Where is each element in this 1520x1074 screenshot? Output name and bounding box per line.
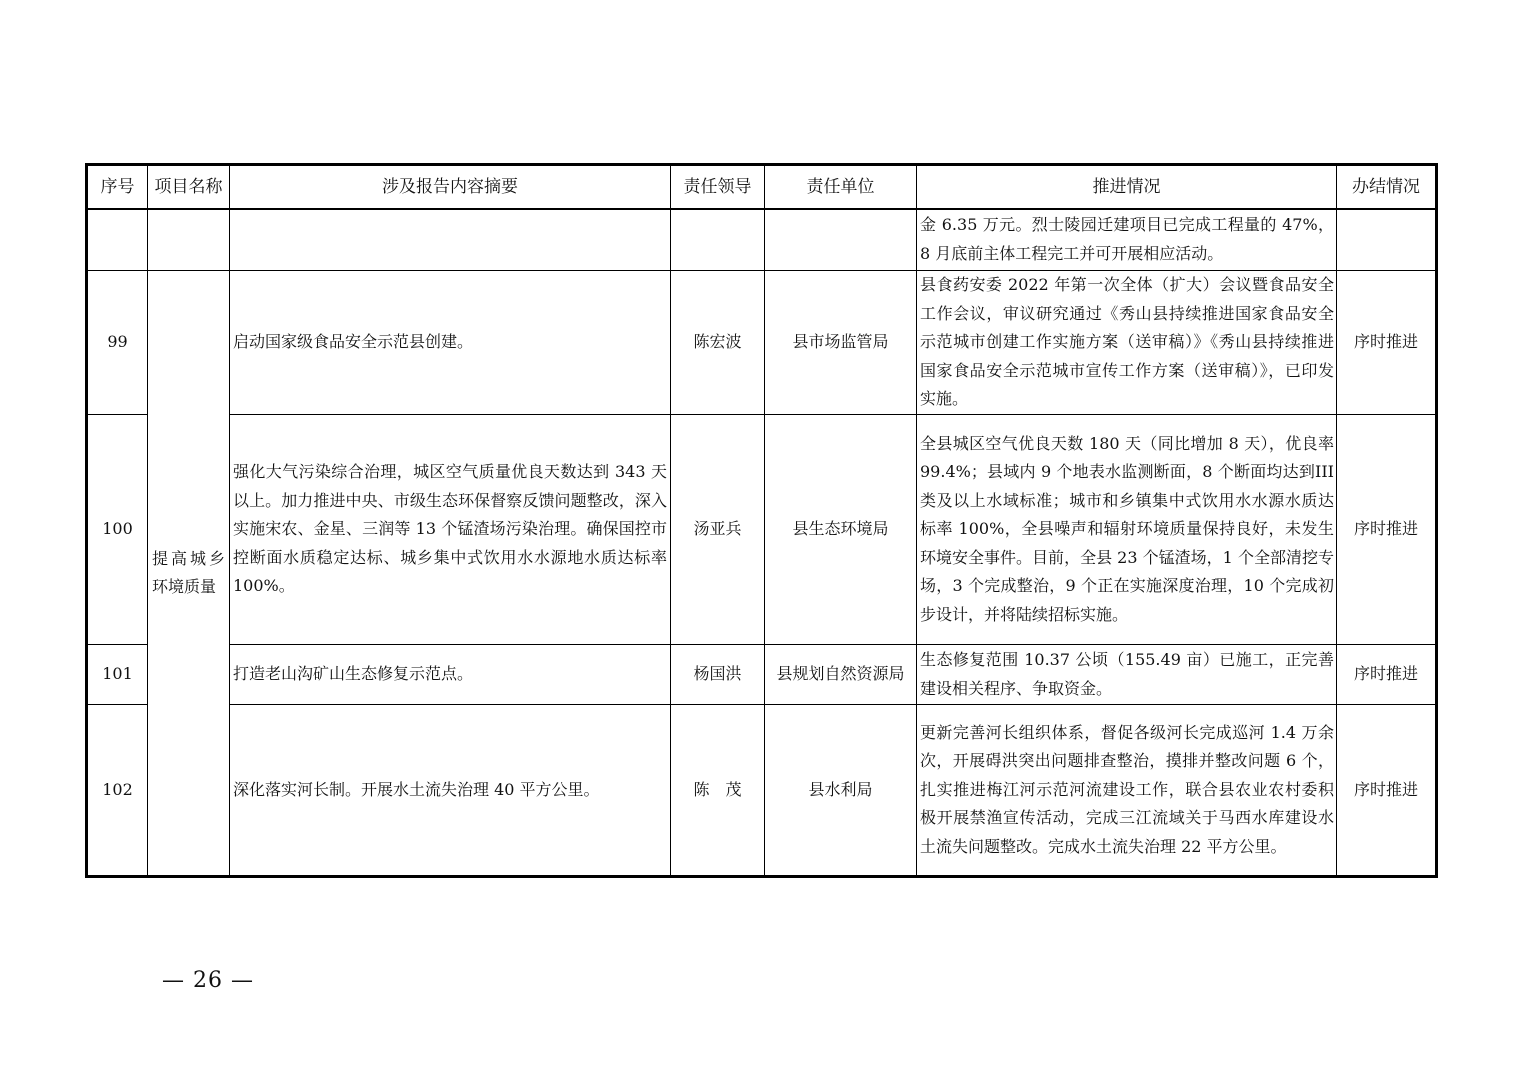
row-unit xyxy=(765,209,917,271)
row-status: 序时推进 xyxy=(1337,705,1437,877)
row-status: 序时推进 xyxy=(1337,415,1437,645)
row-summary: 打造老山沟矿山生态修复示范点。 xyxy=(230,645,671,705)
row-progress: 生态修复范围 10.37 公顷（155.49 亩）已施工，正完善建设相关程序、争取资金。 xyxy=(917,645,1337,705)
row-seq: 102 xyxy=(87,705,148,877)
header-project: 项目名称 xyxy=(148,165,230,209)
row-leader: 汤亚兵 xyxy=(671,415,765,645)
table-row xyxy=(87,645,1437,705)
row-unit: 县生态环境局 xyxy=(765,415,917,645)
row-leader: 杨国洪 xyxy=(671,645,765,705)
page-number: — 26 — xyxy=(162,968,254,993)
header-leader: 责任领导 xyxy=(671,165,765,209)
row-summary: 强化大气污染综合治理，城区空气质量优良天数达到 343 天以上。加力推进中央、市级生态环保督察反馈问题整改，深入实施宋农、金星、三润等 13 个锰渣场污染治理。确保国控市控断面水质稳定达标、城乡集中式饮用水水源地水质达标率 100%。 xyxy=(230,415,671,645)
table-header-row xyxy=(87,165,1437,209)
row-unit: 县水利局 xyxy=(765,705,917,877)
row-unit: 县市场监管局 xyxy=(765,271,917,415)
header-status: 办结情况 xyxy=(1337,165,1437,209)
row-unit: 县规划自然资源局 xyxy=(765,645,917,705)
header-seq: 序号 xyxy=(87,165,148,209)
row-summary: 启动国家级食品安全示范县创建。 xyxy=(230,271,671,415)
row-progress: 县食药安委 2022 年第一次全体（扩大）会议暨食品安全工作会议，审议研究通过《秀山县持续推进国家食品安全示范城市创建工作实施方案（送审稿）》《秀山县持续推进国家食品安全示范城市宣传工作方案（送审稿）》，已印发实施。 xyxy=(917,271,1337,415)
header-summary: 涉及报告内容摘要 xyxy=(230,165,671,209)
table-row xyxy=(87,209,1437,271)
row-progress: 全县城区空气优良天数 180 天（同比增加 8 天），优良率 99.4%；县域内 9 个地表水监测断面，8 个断面均达到III类及以上水域标准；城市和乡镇集中式饮用水水源水质达标率 100%，全县噪声和辐射环境质量保持良好，未发生环境安全事件。目前，全县 23 个锰渣场，1 个全部清挖专场，3 个完成整治，9 个正在实施深度治理，10 个完成初步设计，并将陆续招标实施。 xyxy=(917,415,1337,645)
row-seq xyxy=(87,209,148,271)
table-row xyxy=(87,271,1437,415)
project-name-cell-blank xyxy=(148,209,230,271)
row-progress: 更新完善河长组织体系，督促各级河长完成巡河 1.4 万余次，开展碍洪突出问题排查整治，摸排并整改问题 6 个，扎实推进梅江河示范河流建设工作，联合县农业农村委积极开展禁渔宣传活动，完成三江流域关于马西水库建设水土流失问题整改。完成水土流失治理 22 平方公里。 xyxy=(917,705,1337,877)
row-summary: 深化落实河长制。开展水土流失治理 40 平方公里。 xyxy=(230,705,671,877)
report-table xyxy=(85,163,1438,878)
row-leader xyxy=(671,209,765,271)
row-progress: 金 6.35 万元。烈士陵园迁建项目已完成工程量的 47%，8 月底前主体工程完工并可开展相应活动。 xyxy=(917,209,1337,271)
table-row xyxy=(87,705,1437,877)
header-unit: 责任单位 xyxy=(765,165,917,209)
row-seq: 99 xyxy=(87,271,148,415)
row-status: 序时推进 xyxy=(1337,271,1437,415)
project-name-cell: 提高城乡环境质量 xyxy=(148,271,230,877)
row-summary xyxy=(230,209,671,271)
table-row xyxy=(87,415,1437,645)
row-status: 序时推进 xyxy=(1337,645,1437,705)
row-seq: 101 xyxy=(87,645,148,705)
row-seq: 100 xyxy=(87,415,148,645)
header-progress: 推进情况 xyxy=(917,165,1337,209)
row-leader: 陈宏波 xyxy=(671,271,765,415)
row-leader: 陈 茂 xyxy=(671,705,765,877)
row-status xyxy=(1337,209,1437,271)
